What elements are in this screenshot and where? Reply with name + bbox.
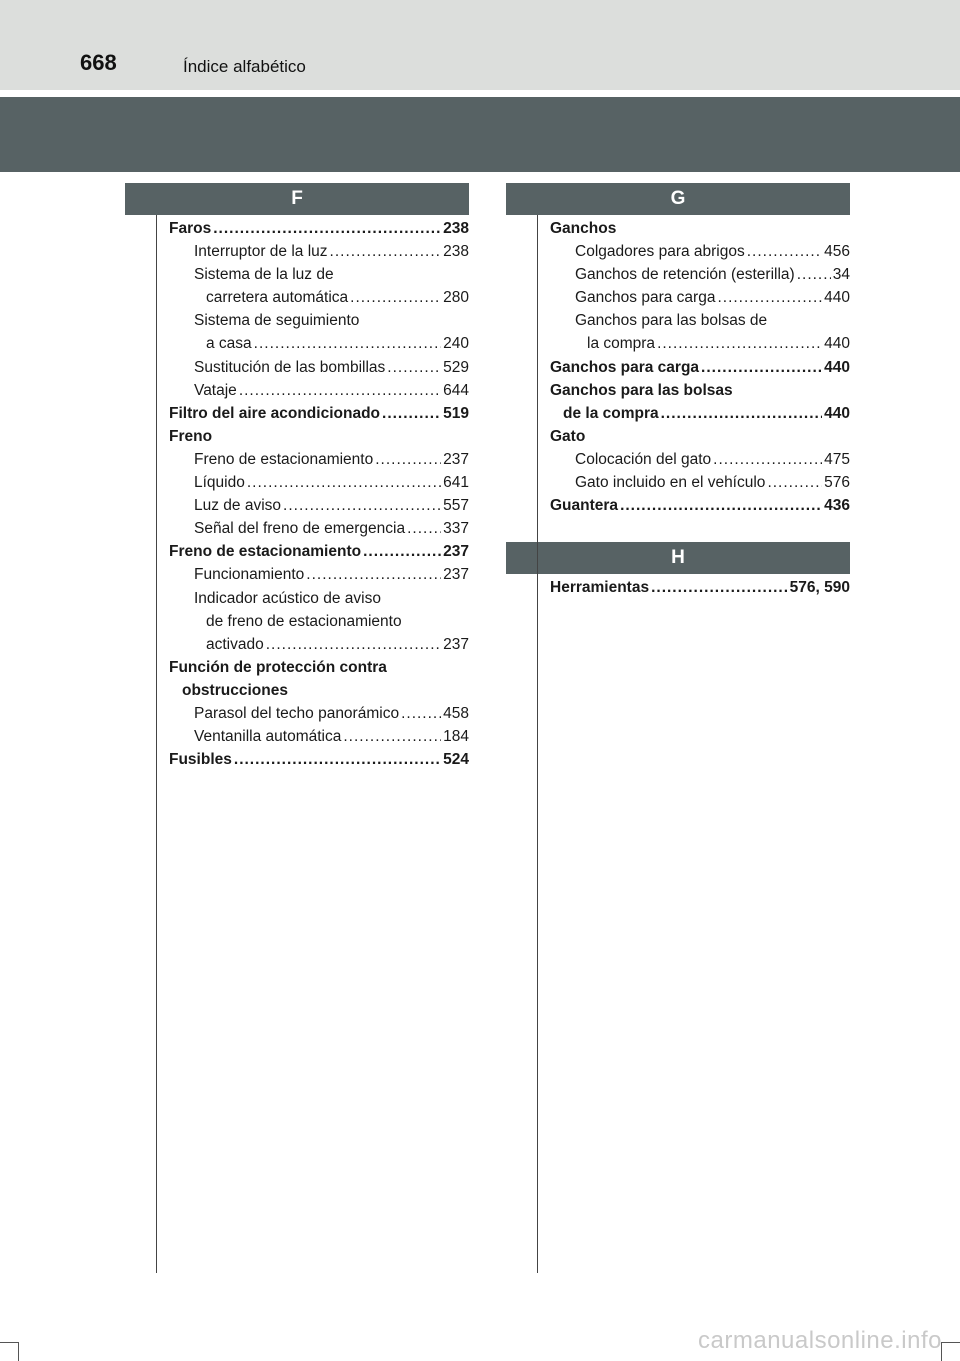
index-entry[interactable] (169, 332, 469, 355)
index-entry (169, 656, 469, 679)
entry-text: Ventanilla automática (194, 728, 342, 746)
index-entry (550, 217, 850, 240)
entry-text: Freno (169, 427, 213, 445)
entry-page: 238 (443, 220, 469, 237)
entry-page: 458 (443, 704, 469, 722)
entry-text: Gato incluido en el vehículo (575, 474, 766, 492)
entry-text: obstrucciones (182, 681, 288, 699)
entry-page: 456 (824, 243, 850, 261)
index-entry[interactable] (169, 517, 469, 540)
index-entry[interactable] (169, 563, 469, 586)
entry-page: 440 (824, 404, 850, 422)
entry-text: Interruptor de la luz (194, 243, 328, 261)
entry-page: 237 (443, 543, 469, 561)
entry-page: 237 (443, 566, 469, 584)
index-column-f (169, 217, 469, 771)
section-header-g: G (506, 183, 850, 215)
index-entry (169, 263, 469, 286)
index-entry[interactable] (550, 471, 850, 494)
entry-text: Colocación del gato (575, 450, 712, 468)
section-header-h: H (506, 542, 850, 574)
entry-page: 184 (443, 728, 469, 746)
index-column-h (550, 576, 850, 599)
index-entry[interactable] (169, 448, 469, 471)
entry-text: Herramientas (550, 579, 650, 596)
column-rule-right (537, 215, 538, 1273)
entry-text: Ganchos para carga (550, 358, 700, 376)
entry-text: Luz de aviso (194, 497, 282, 515)
entry-page: 576, 590 (789, 579, 850, 596)
index-entry (169, 610, 469, 633)
entry-page: 34 (832, 266, 850, 284)
entry-page: 280 (443, 289, 469, 307)
entry-text: Líquido (194, 474, 245, 492)
entry-text: Ganchos para las bolsas de (575, 312, 768, 330)
index-entry[interactable] (169, 748, 469, 771)
entry-text: Fusibles (169, 751, 232, 769)
entry-text: Ganchos para carga (575, 289, 716, 307)
crop-mark (0, 1342, 18, 1343)
index-entry[interactable] (550, 286, 850, 309)
entry-page: 240 (443, 335, 469, 353)
entry-text: a casa (206, 335, 252, 353)
entry-page: 337 (443, 520, 469, 538)
entry-text: Ganchos para las bolsas (550, 381, 733, 399)
index-entry[interactable] (169, 633, 469, 656)
entry-text: de la compra (563, 404, 659, 422)
index-entry (169, 309, 469, 332)
section-header-f: F (125, 183, 469, 215)
entry-text: Freno de estacionamiento (169, 543, 362, 561)
entry-page: 237 (443, 635, 469, 653)
entry-page: 238 (443, 243, 469, 261)
index-entry[interactable] (169, 240, 469, 263)
entry-text: Guantera (550, 497, 619, 515)
entry-text: de freno de estacionamiento (206, 612, 402, 630)
index-entry (550, 425, 850, 448)
index-entry (169, 425, 469, 448)
index-entry[interactable] (169, 356, 469, 379)
entry-page: 440 (824, 289, 850, 307)
watermark: carmanualsonline.info (698, 1327, 942, 1354)
index-entry (550, 309, 850, 332)
entry-text: Indicador acústico de aviso (194, 589, 381, 607)
index-column-g (550, 217, 850, 517)
entry-page: 440 (824, 335, 850, 353)
entry-text: carretera automática (206, 289, 349, 307)
entry-text: Sustitución de las bombillas (194, 358, 386, 376)
index-entry[interactable] (169, 702, 469, 725)
index-entry[interactable] (550, 402, 850, 425)
index-entry[interactable] (550, 494, 850, 517)
entry-page: 237 (443, 450, 469, 468)
entry-text: Ganchos de retención (esterilla) (575, 266, 795, 284)
entry-page: 641 (443, 474, 469, 492)
entry-text: Señal del freno de emergencia (194, 520, 406, 538)
entry-text: la compra (587, 335, 656, 353)
entry-text: Ganchos (550, 220, 617, 237)
entry-text: Funcionamiento (194, 566, 305, 584)
entry-page: 529 (443, 358, 469, 376)
index-entry[interactable] (169, 402, 469, 425)
index-entry[interactable] (550, 263, 850, 286)
index-entry[interactable] (169, 471, 469, 494)
index-entry[interactable] (550, 576, 850, 599)
index-entry[interactable] (550, 332, 850, 355)
entry-text: Vataje (194, 381, 237, 399)
index-entry[interactable] (169, 540, 469, 563)
entry-page: 644 (443, 381, 469, 399)
index-entry[interactable] (550, 448, 850, 471)
crop-mark (18, 1342, 19, 1361)
entry-text: Filtro del aire acondicionado (169, 404, 381, 422)
index-entry (169, 587, 469, 610)
crop-mark (942, 1342, 960, 1343)
index-entry[interactable] (169, 494, 469, 517)
index-entry[interactable] (169, 286, 469, 309)
header-band (0, 97, 960, 172)
entry-text: activado (206, 635, 264, 653)
entry-text: Faros (169, 220, 212, 237)
entry-page: 519 (443, 404, 469, 422)
index-entry[interactable] (169, 379, 469, 402)
entry-page: 524 (443, 751, 469, 769)
index-entry (169, 679, 469, 702)
entry-text: Sistema de la luz de (194, 266, 334, 284)
column-rule-left (156, 215, 157, 1273)
entry-page: 576 (824, 474, 850, 492)
index-entry[interactable] (169, 725, 469, 748)
index-entry[interactable] (169, 217, 469, 240)
page-number: 668 (80, 50, 117, 75)
index-entry (550, 379, 850, 402)
entry-text: Gato (550, 427, 586, 445)
entry-text: Función de protección contra (169, 658, 387, 676)
entry-text: Colgadores para abrigos (575, 243, 745, 261)
page-title: Índice alfabético (183, 57, 306, 76)
index-entry[interactable] (550, 240, 850, 263)
index-entry[interactable] (550, 356, 850, 379)
entry-text: Parasol del techo panorámico (194, 704, 400, 722)
entry-text: Sistema de seguimiento (194, 312, 360, 330)
entry-page: 557 (443, 497, 469, 515)
entry-page: 440 (824, 358, 850, 376)
entry-page: 475 (824, 450, 850, 468)
entry-page: 436 (824, 497, 850, 515)
entry-text: Freno de estacionamiento (194, 450, 374, 468)
page-header (0, 0, 960, 90)
